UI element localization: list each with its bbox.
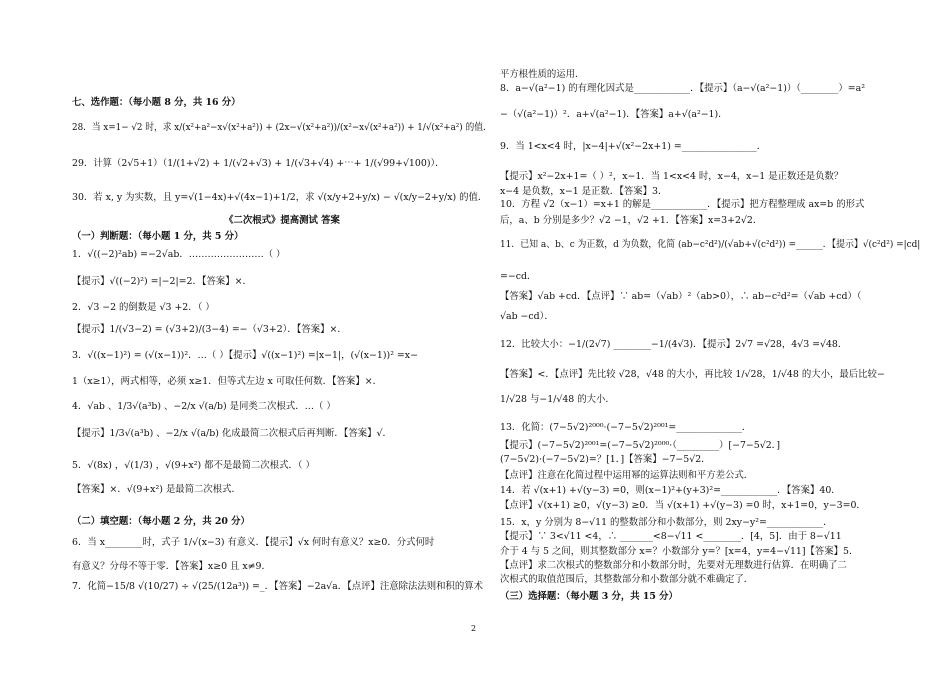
right-line-26: （三）选择题：（每小题 3 分，共 15 分） xyxy=(500,591,678,602)
left-line-2: 29．计算（2√5+1）（1/(1+√2) + 1/(√2+√3) + 1/(√3+√4) +⋯+ 1/(√99+√100)）． xyxy=(72,158,445,169)
right-line-0: 平方根性质的运用． xyxy=(500,69,585,80)
left-line-12: 4．√ab 、1/3√(a³b) 、−2/x √(a/b) 是同类二次根式．…（ ） xyxy=(72,401,336,412)
left-line-7: 【提示】√((−2)²) =|−2|=2．【答案】×． xyxy=(72,276,252,287)
right-line-25: 次根式的取值范围后，其整数部分和小数部分就不难确定了． xyxy=(500,574,754,585)
left-line-1: 28．当 x=1− √2 时，求 x/(x²+a²−x√(x²+a²)) + (2x−√(x²+a²))/(x²−x√(x²+a²)) + 1/√(x²+a²) 的值． xyxy=(72,122,492,133)
right-line-3: 9．当 1<x<4 时，|x−4|+√(x²−2x+1) =________________． xyxy=(500,141,767,152)
left-line-8: 2．√3 −2 的倒数是 √3 +2．（ ） xyxy=(72,302,215,313)
right-line-18: 【点评】注意在化简过程中运用幂的运算法则和平方差公式． xyxy=(500,470,754,481)
right-line-13: 【答案】<．【点评】先比较 √28，√48 的大小，再比较 1/√28，1/√48 的大小，最后比较− xyxy=(500,369,885,380)
left-line-13: 【提示】1/3√(a³b) 、−2/x √(a/b) 化成最简二次根式后再判断．【答案】√． xyxy=(72,428,392,439)
right-line-14: 1/√28 与−1/√48 的大小． xyxy=(500,394,615,405)
right-line-6: 10．方程 √2（x−1）=x+1 的解是____________．【提示】把方程整理成 ax=b 的形式 xyxy=(500,199,865,210)
right-line-9: =−cd． xyxy=(500,271,537,282)
right-line-8: 11．已知 a、b、c 为正数，d 为负数，化简 (ab−c²d²)/(√ab+√(c²d²)) =______．【提示】√(c²d²) =|cd| xyxy=(500,239,921,250)
right-line-21: 15．x，y 分别为 8−√11 的整数部分和小数部分，则 2xy−y²=____________． xyxy=(500,517,833,528)
left-line-3: 30．若 x, y 为实数，且 y=√(1−4x)+√(4x−1)+1/2，求 √(x/y+2+y/x) − √(x/y−2+y/x) 的值． xyxy=(72,192,488,203)
left-line-4: 《二次根式》提高测试 答案 xyxy=(224,215,340,226)
right-line-23: 介于 4 与 5 之间，则其整数部分 x=？小数部分 y=？[x=4，y=4−√11]【答案】5． xyxy=(500,546,859,557)
left-line-9: 【提示】1/(√3−2) = (√3+2)/(3−4) =−（√3+2）．【答案】×． xyxy=(72,324,347,335)
left-line-17: 6．当 x________时，式子 1/√(x−3) 有意义．【提示】√x 何时有意义？x≥0．分式何时 xyxy=(72,537,435,548)
left-line-5: （一）判断题：（每小题 1 分，共 5 分） xyxy=(72,231,244,242)
right-line-24: 【点评】求二次根式的整数部分和小数部分时，先要对无理数进行估算．在明确了二 xyxy=(500,560,847,571)
left-line-14: 5．√(8x) ，√(1/3) ，√(9+x²) 都不是最简二次根式．（ ） xyxy=(72,460,315,471)
right-line-19: 14．若 √(x+1) +√(y−3) =0，则(x−1)²+(y+3)²=____________．【答案】40． xyxy=(500,485,841,496)
left-line-0: 七、选作题：（每小题 8 分，共 16 分） xyxy=(72,97,241,108)
left-line-15: 【答案】×．√(9+x²) 是最简二次根式． xyxy=(72,484,241,495)
right-line-17: (7−5√2)·(−7−5√2)=？[1．]【答案】−7−5√2． xyxy=(500,454,711,465)
page-number: 2 xyxy=(471,624,477,633)
right-line-1: 8．a−√(a²−1) 的有理化因式是____________．【提示】（a−√(a²−1)）（________）=a² xyxy=(500,83,865,94)
left-line-10: 3．√((x−1)²) = (√(x−1))²．…（ ）【提示】√((x−1)²) =|x−1|，(√(x−1))² =x− xyxy=(72,350,418,361)
right-line-7: 后，a、b 分别是多少？√2 −1，√2 +1．【答案】x=3+2√2． xyxy=(500,215,763,226)
right-line-20: 【点评】√(x+1) ≥0，√(y−3) ≥0．当 √(x+1) +√(y−3) =0 时，x+1=0，y−3=0． xyxy=(500,500,866,511)
left-line-6: 1．√((−2)²ab) =−2√ab．……………………（ ） xyxy=(72,249,286,260)
left-column xyxy=(72,0,492,679)
left-line-19: 7．化简−15/8 √(10/27) ÷ √(25/(12a³)) =_．【答案】−2a√a．【点评】注意除法法则和积的算术 xyxy=(72,581,484,592)
left-line-16: （二）填空题：（每小题 2 分，共 20 分） xyxy=(72,516,250,527)
left-line-18: 有意义？分母不等于零．【答案】x≥0 且 x≠9． xyxy=(72,561,271,572)
right-line-5: x−4 是负数，x−1 是正数．【答案】3． xyxy=(500,186,668,197)
right-line-4: 【提示】x²−2x+1=（ ）²，x−1．当 1<x<4 时，x−4，x−1 是正数还是负数？ xyxy=(500,171,844,182)
right-line-2: −（√(a²−1)）²．a+√(a²−1)．【答案】a+√(a²−1)． xyxy=(500,109,728,120)
right-line-16: 【提示】(−7−5√2)²⁰⁰¹=(−7−5√2)²⁰⁰⁰·（_________）[−7−5√2．] xyxy=(500,440,781,451)
right-line-10: 【答案】√ab +cd．【点评】∵ ab=（√ab）²（ab>0），∴ ab−c²d²=（√ab +cd）（ xyxy=(500,291,862,302)
right-line-11: √ab −cd）． xyxy=(500,311,554,322)
right-line-12: 12．比较大小：−1/(2√7) ________−1/(4√3)．【提示】2√7 =√28，4√3 =√48． xyxy=(500,339,848,350)
right-line-22: 【提示】∵ 3<√11 <4，∴ _______<8−√11 <________．[4，5]．由于 8−√11 xyxy=(500,531,842,542)
left-line-11: 1（x≥1），两式相等，必须 x≥1．但等式左边 x 可取任何数．【答案】×． xyxy=(72,376,382,387)
right-column xyxy=(500,0,920,679)
right-line-15: 13．化简：(7−5√2)²⁰⁰⁰·(−7−5√2)²⁰⁰¹=______________． xyxy=(500,422,752,433)
